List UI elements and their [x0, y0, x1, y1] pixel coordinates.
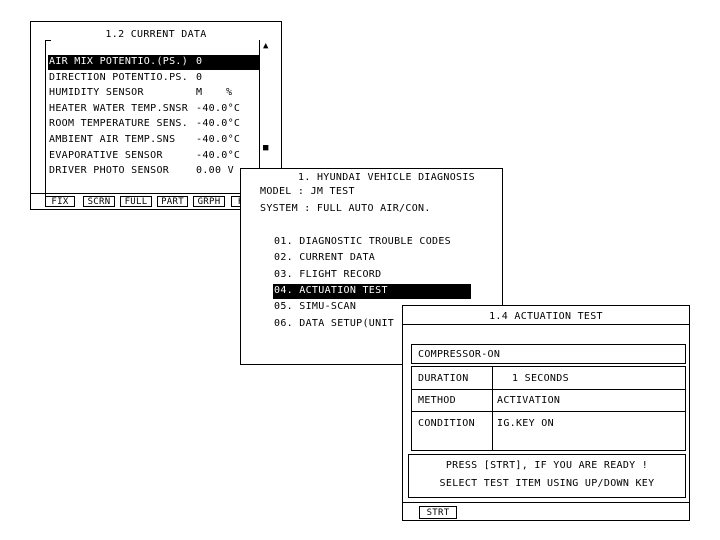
test-item-box[interactable]	[411, 344, 686, 364]
scroll-thumb[interactable]: ■	[263, 143, 269, 153]
message-box	[408, 454, 686, 498]
system-text: SYSTEM : FULL AUTO AIR/CON.	[260, 203, 431, 214]
parameter-name: HEATER WATER TEMP.SNSR	[49, 102, 189, 114]
parameter-value: -40.0°C	[196, 102, 241, 114]
test-item-name: COMPRESSOR-ON	[418, 349, 501, 360]
parameter-name: EVAPORATIVE SENSOR	[49, 149, 163, 161]
parameter-name: DIRECTION POTENTIO.PS.	[49, 71, 189, 83]
duration-value: 1 SECONDS	[512, 373, 569, 384]
current-data-title: 1.2 CURRENT DATA	[105, 29, 207, 40]
menu-item[interactable]: 02. CURRENT DATA	[274, 252, 376, 264]
menu-item[interactable]: 04. ACTUATION TEST	[273, 284, 471, 299]
full-button[interactable]: FULL	[120, 196, 152, 207]
method-label: METHOD	[418, 395, 456, 406]
current-data-row[interactable]	[48, 149, 256, 164]
actuation-test-panel	[402, 305, 690, 521]
parameter-value: -40.0°C	[196, 149, 241, 161]
button-bar-divider	[403, 502, 689, 503]
table-row-divider-2	[412, 411, 685, 412]
title-divider	[403, 324, 689, 325]
current-data-row[interactable]	[48, 164, 256, 179]
parameter-value: 0	[196, 71, 203, 83]
duration-label: DURATION	[418, 373, 469, 384]
parameter-name: AMBIENT AIR TEMP.SNS	[49, 134, 176, 145]
part-button[interactable]: PART	[157, 196, 188, 207]
actuation-title: 1.4 ACTUATION TEST	[489, 311, 603, 322]
data-region-left-border	[45, 40, 46, 197]
parameter-unit: %	[226, 87, 233, 99]
current-data-row[interactable]	[48, 102, 256, 117]
start-button[interactable]: STRT	[419, 506, 457, 519]
ready-message: PRESS [STRT], IF YOU ARE READY !	[445, 460, 649, 471]
condition-value: IG.KEY ON	[497, 418, 554, 429]
parameter-value: M	[196, 87, 203, 99]
current-data-row[interactable]	[48, 117, 256, 132]
data-region-top-border	[45, 40, 51, 41]
diagnosis-title: 1. HYUNDAI VEHICLE DIAGNOSIS	[298, 172, 475, 183]
model-text: MODEL : JM TEST	[260, 186, 355, 197]
parameter-value: 0.00 V	[196, 165, 234, 177]
scrn-button[interactable]: SCRN	[83, 196, 115, 207]
parameter-value: -40.0°C	[196, 134, 241, 145]
parameter-value: -40.0°C	[196, 118, 241, 130]
current-data-row[interactable]	[48, 86, 256, 101]
method-value: ACTIVATION	[497, 395, 561, 406]
current-data-row[interactable]	[48, 55, 259, 70]
parameter-name: DRIVER PHOTO SENSOR	[49, 165, 170, 177]
current-data-row[interactable]	[48, 71, 256, 86]
menu-item[interactable]: 06. DATA SETUP(UNIT	[274, 317, 395, 329]
menu-item[interactable]: 03. FLIGHT RECORD	[274, 268, 382, 280]
menu-item[interactable]: 05. SIMU-SCAN	[274, 301, 357, 313]
condition-label: CONDITION	[418, 418, 475, 429]
parameter-value: 0	[196, 56, 203, 67]
parameter-name: AIR MIX POTENTIO.(PS.)	[49, 56, 189, 67]
table-column-divider	[492, 367, 493, 450]
current-data-row[interactable]	[48, 133, 256, 148]
scroll-up-icon[interactable]: ▲	[263, 41, 269, 51]
table-row-divider-1	[412, 389, 685, 390]
fix-button[interactable]: FIX	[45, 196, 75, 207]
parameter-name: HUMIDITY SENSOR	[49, 87, 144, 99]
grph-button[interactable]: GRPH	[193, 196, 225, 207]
parameter-name: ROOM TEMPERATURE SENS.	[49, 118, 189, 130]
menu-item[interactable]: 01. DIAGNOSTIC TROUBLE CODES	[274, 236, 451, 247]
select-message: SELECT TEST ITEM USING UP/DOWN KEY	[439, 478, 655, 489]
test-details-table	[411, 366, 686, 451]
